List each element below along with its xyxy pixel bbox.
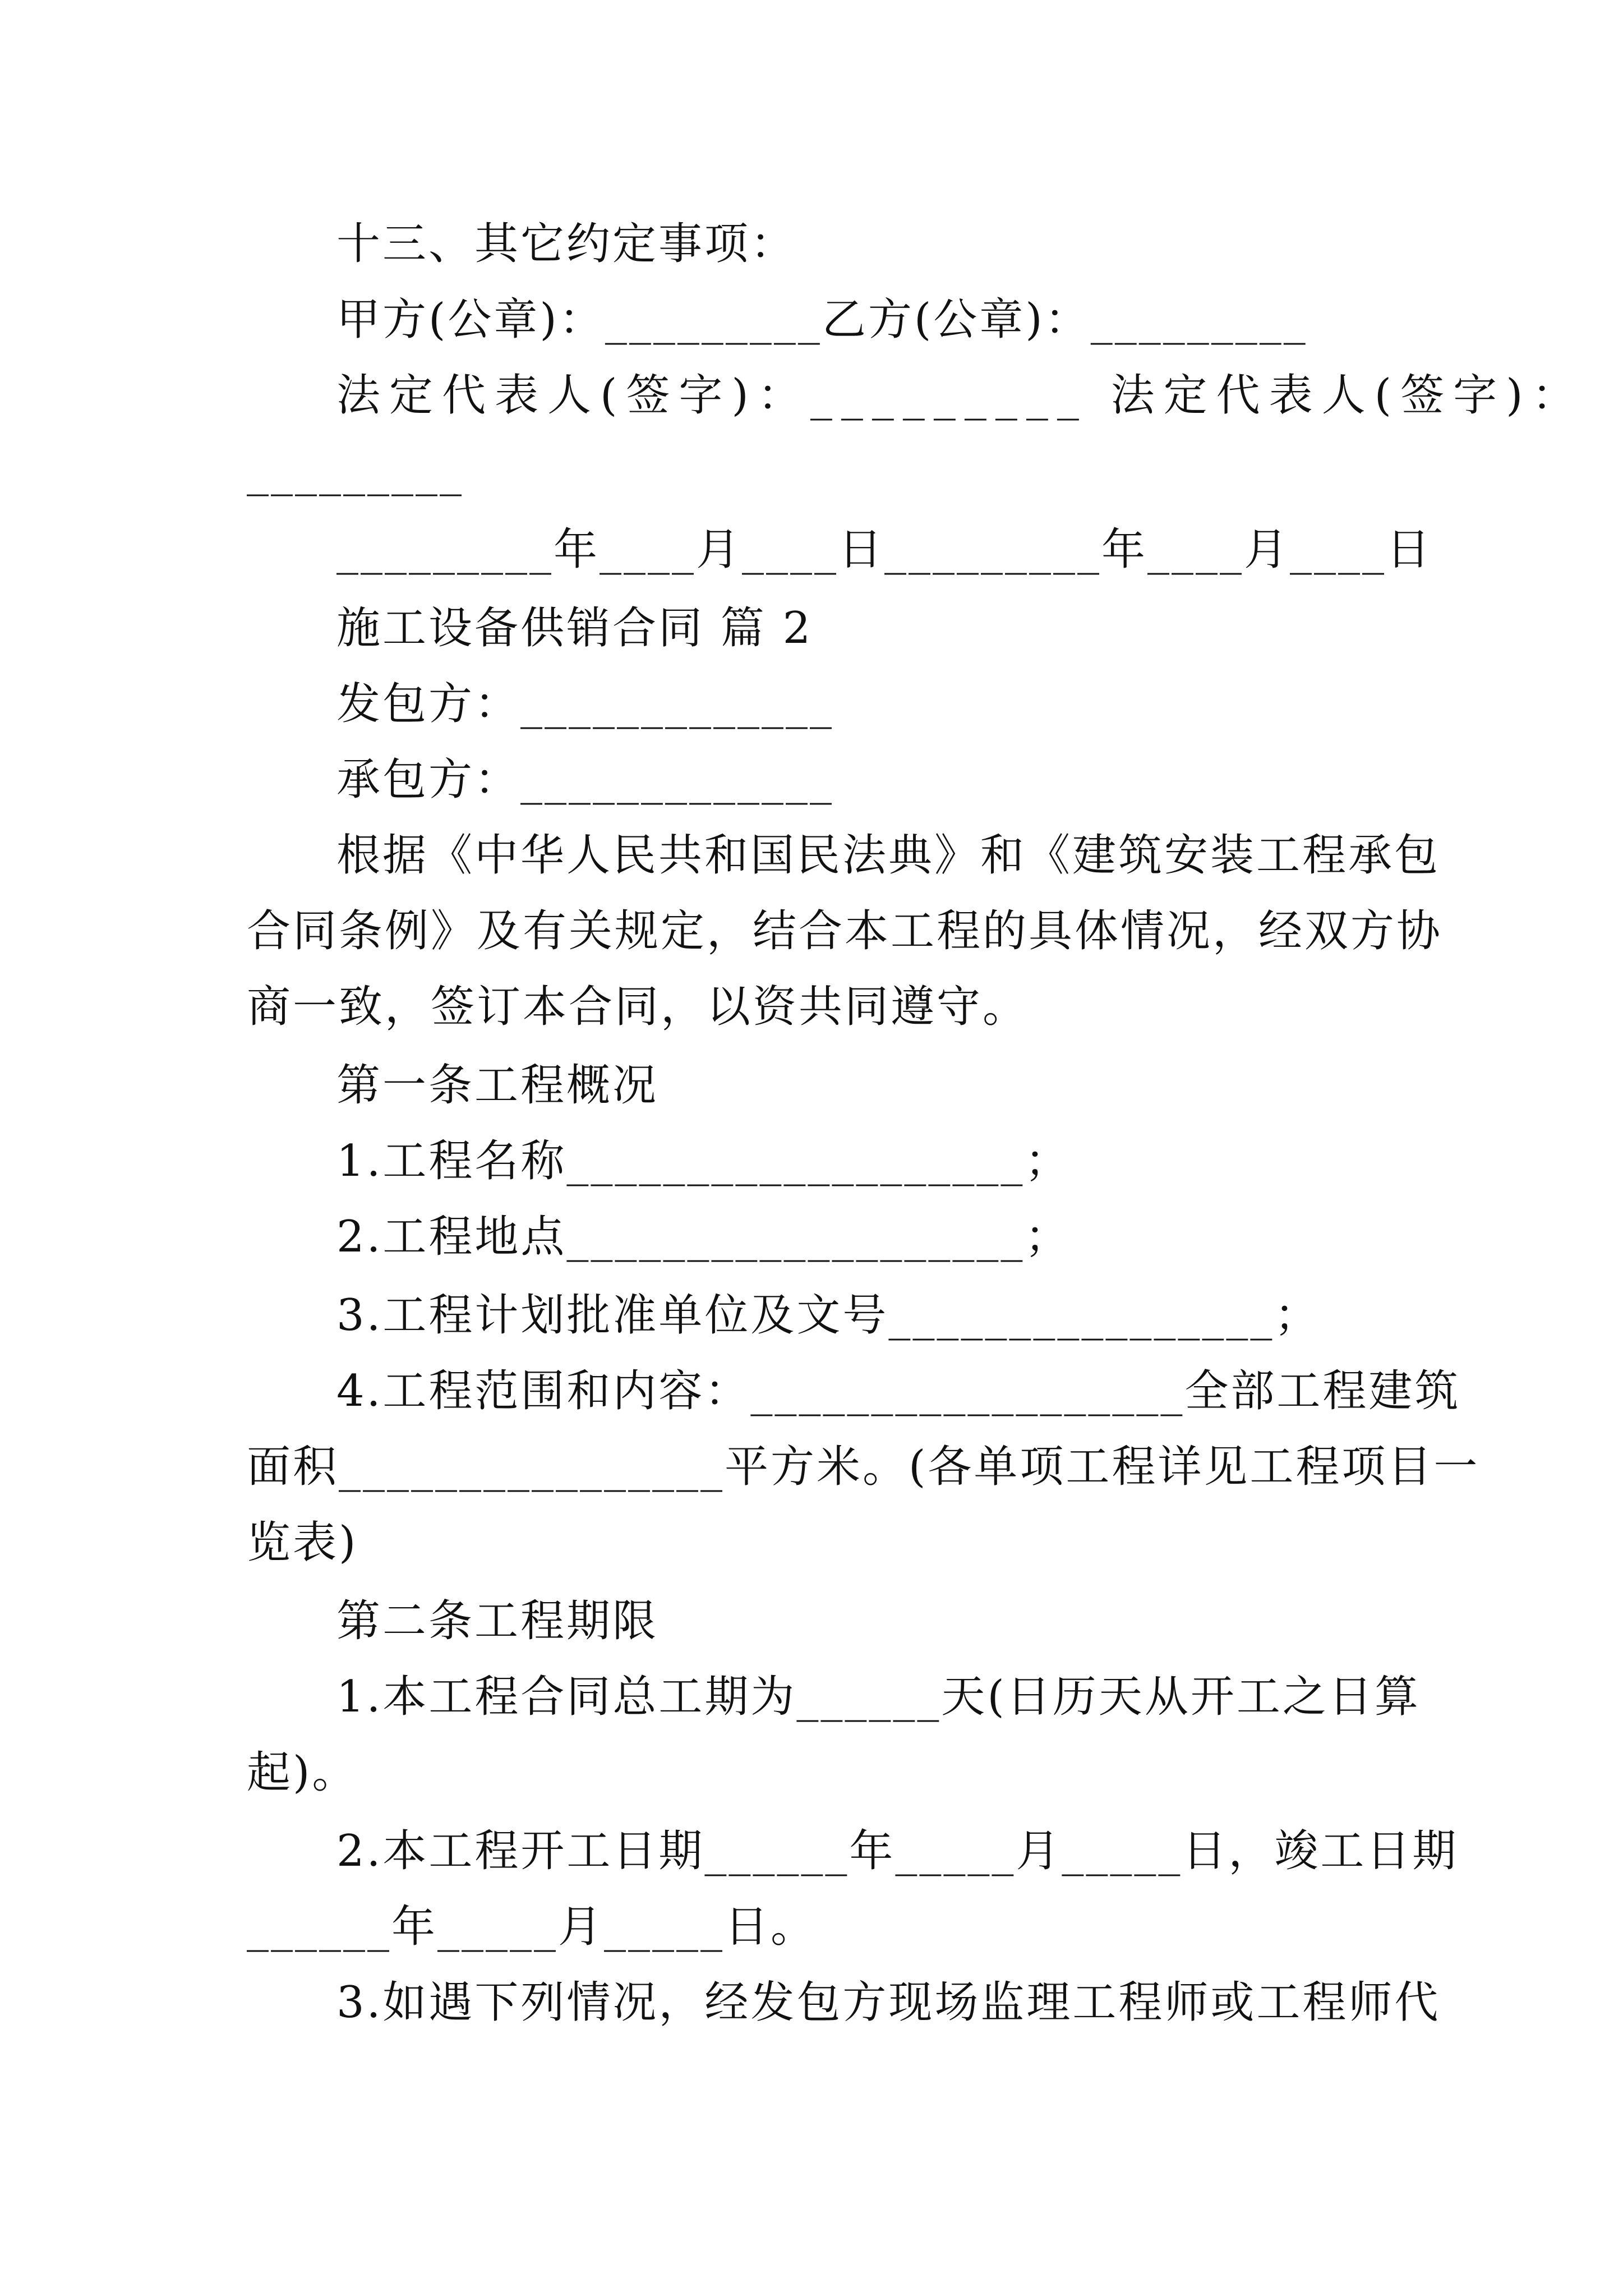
article-1-item-3: 3.工程计划批准单位及文号________________；: [336, 1290, 1321, 1341]
clause-13-heading: 十三、其它约定事项：: [336, 219, 797, 269]
preamble-line-2: 合同条例》及有关规定，结合本工程的具体情况，经双方协: [247, 906, 1443, 956]
article-1-item-4-cont: 面积________________平方米。(各单项工程详见工程项目一: [247, 1442, 1480, 1492]
contractor-field: 承包方：_____________: [336, 754, 834, 805]
preamble-line-1: 根据《中华人民共和国民法典》和《建筑安装工程承包: [336, 830, 1441, 881]
seal-line: 甲方(公章)：_________乙方(公章)：_________: [336, 295, 1308, 345]
signature-line: 法定代表人(签字)：_________ 法定代表人(签字)：: [336, 370, 1585, 421]
section-title: 施工设备供销合同 篇 2: [336, 603, 813, 654]
article-2-item-1: 1.本工程合同总工期为______天(日历天从开工之日算: [336, 1672, 1421, 1722]
employer-field: 发包方：_____________: [336, 679, 834, 729]
article-2-item-2: 2.本工程开工日期______年_____月_____日，竣工日期: [336, 1826, 1459, 1876]
article-2-item-3: 3.如遇下列情况，经发包方现场监理工程师或工程师代: [336, 1977, 1441, 2028]
article-1-item-2: 2.工程地点___________________；: [336, 1212, 1071, 1262]
article-2-item-1-cont: 起)。: [247, 1747, 358, 1798]
signature-line-continued: _________: [247, 446, 464, 496]
article-2-item-2-cont: ______年_____月_____日。: [247, 1902, 817, 1952]
article-2-heading: 第二条工程期限: [336, 1596, 659, 1646]
article-1-item-4-end: 览表): [247, 1517, 358, 1568]
article-1-item-1: 1.工程名称___________________；: [336, 1136, 1071, 1186]
preamble-line-3: 商一致，签订本合同，以资共同遵守。: [247, 982, 1029, 1032]
date-line: _________年____月____日_________年____月____日: [336, 524, 1433, 575]
article-1-item-4: 4.工程范围和内容：__________________全部工程建筑: [336, 1366, 1461, 1416]
article-1-heading: 第一条工程概况: [336, 1060, 659, 1111]
